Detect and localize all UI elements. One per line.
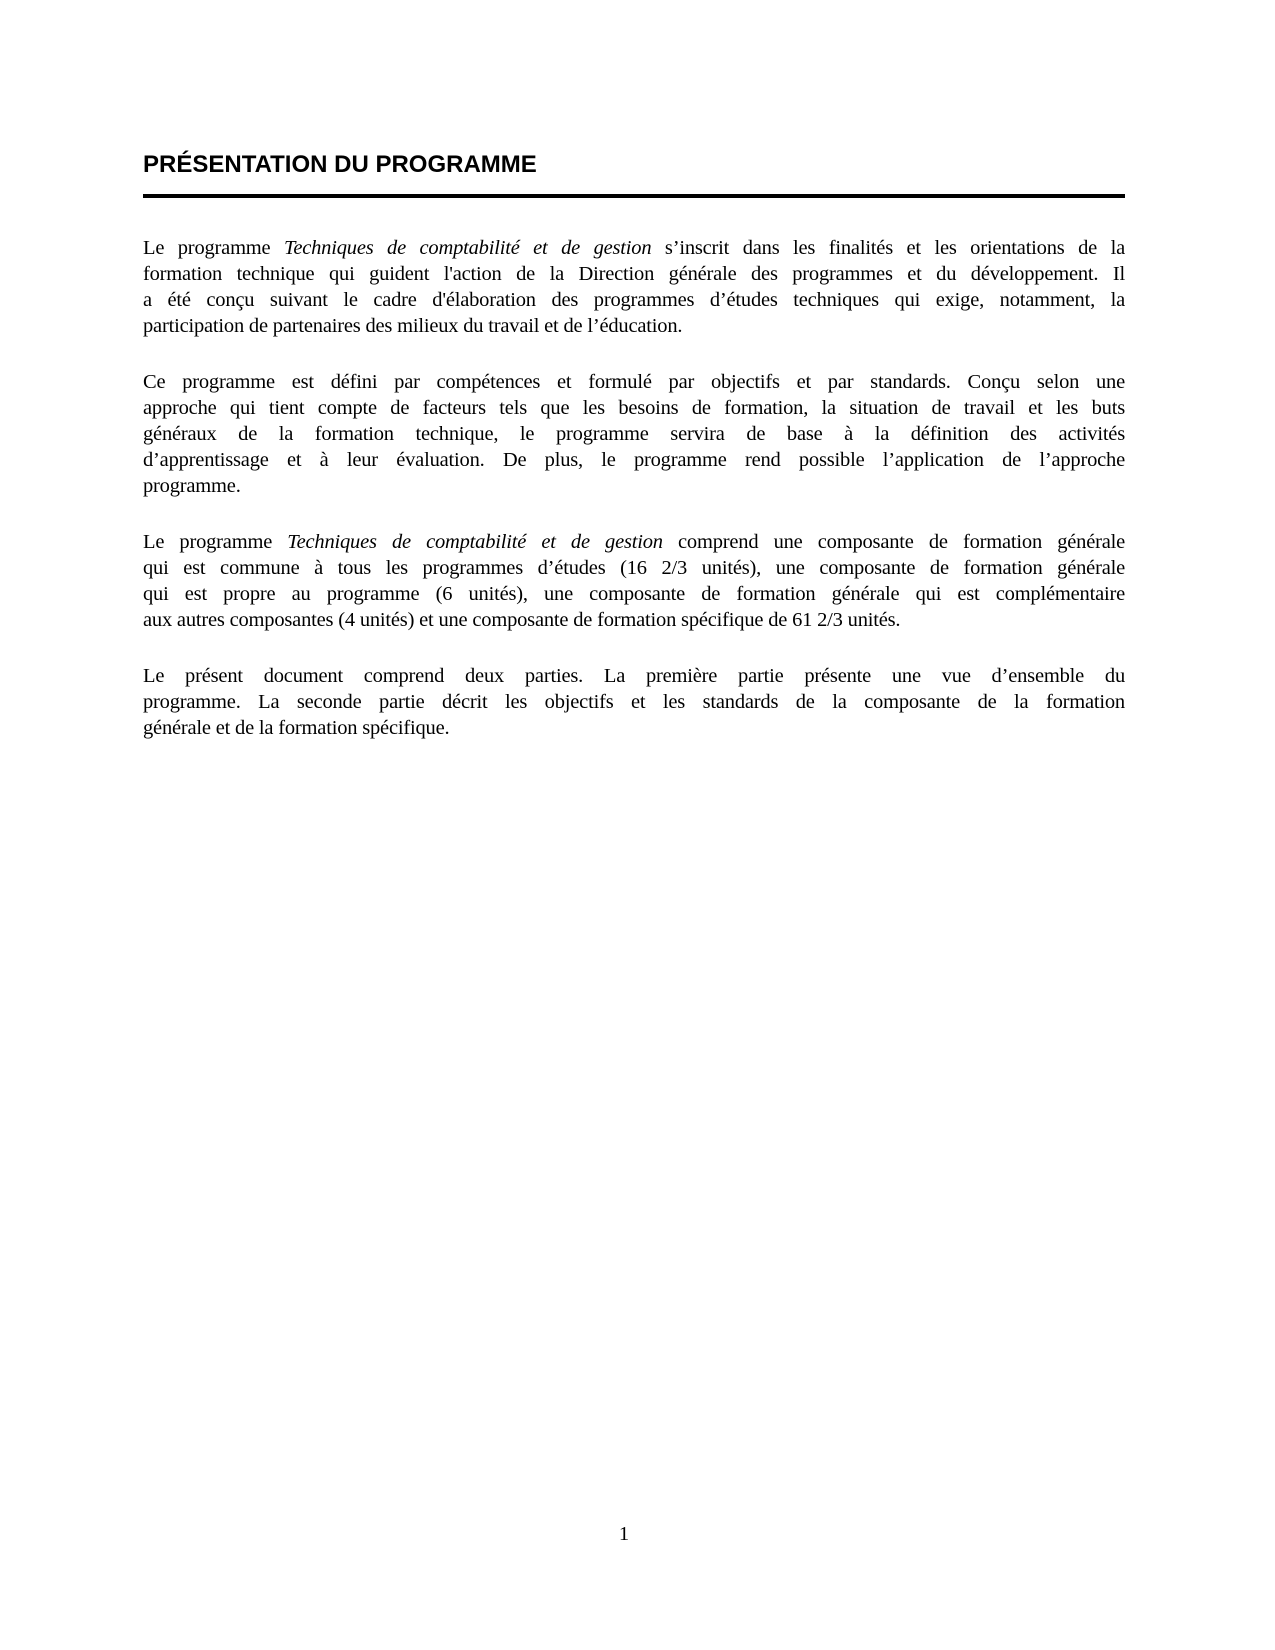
text-segment: Le programme — [143, 531, 288, 553]
text-line — [143, 421, 1125, 447]
text-segment: programme. — [143, 475, 241, 497]
text-line — [143, 369, 1125, 395]
text-line — [143, 689, 1125, 715]
text-line — [143, 473, 1125, 499]
page-number: 1 — [618, 1523, 630, 1545]
text-line — [143, 395, 1125, 421]
text-segment: qui est propre au programme (6 unités), une composante de formation générale qui est complémentaire — [143, 583, 1125, 605]
text-line — [143, 607, 1125, 633]
text-segment: d’apprentissage et à leur évaluation. De plus, le programme rend possible l’application de l’approche — [143, 449, 1125, 471]
paragraph — [143, 663, 1125, 741]
text-segment: Le présent document comprend deux parties. La première partie présente une vue d’ensemble du — [143, 665, 1125, 687]
text-segment: programme. La seconde partie décrit les objectifs et les standards de la composante de la formation — [143, 691, 1125, 713]
text-segment: Le programme — [143, 237, 284, 259]
text-segment: générale et de la formation spécifique. — [143, 717, 450, 739]
text-segment: généraux de la formation technique, le programme servira de base à la définition des activités — [143, 423, 1125, 445]
title-underline — [143, 194, 1125, 198]
page-content — [143, 0, 1125, 741]
text-line — [143, 663, 1125, 689]
text-line — [143, 287, 1125, 313]
text-line — [143, 529, 1125, 555]
text-line — [143, 447, 1125, 473]
paragraph — [143, 529, 1125, 633]
paragraph — [143, 235, 1125, 339]
document-body — [143, 235, 1125, 741]
text-line — [143, 715, 1125, 741]
text-line — [143, 555, 1125, 581]
text-segment: a été conçu suivant le cadre d'élaboration des programmes d’études techniques qui exige, notamment, la — [143, 289, 1125, 311]
text-segment: s’inscrit dans les finalités et les orientations de la — [651, 237, 1125, 259]
text-segment: participation de partenaires des milieux du travail et de l’éducation. — [143, 315, 683, 337]
text-segment: formation technique qui guident l'action de la Direction générale des programmes et du développement. Il — [143, 263, 1125, 285]
text-segment: approche qui tient compte de facteurs tels que les besoins de formation, la situation de travail et les buts — [143, 397, 1125, 419]
text-line — [143, 261, 1125, 287]
page-title: PRÉSENTATION DU PROGRAMME — [143, 151, 537, 178]
program-name-italic: Techniques de comptabilité et de gestion — [287, 531, 663, 553]
text-segment: comprend une composante de formation générale — [662, 531, 1126, 553]
text-line — [143, 313, 1125, 339]
text-line — [143, 581, 1125, 607]
text-segment: qui est commune à tous les programmes d’études (16 2/3 unités), une composante de formation générale — [143, 557, 1125, 579]
text-segment: aux autres composantes (4 unités) et une composante de formation spécifique de 61 2/3 unités. — [143, 609, 901, 631]
paragraph — [143, 369, 1125, 499]
text-line — [143, 235, 1125, 261]
text-segment: Ce programme est défini par compétences et formulé par objectifs et par standards. Conçu selon une — [143, 371, 1125, 393]
program-name-italic: Techniques de comptabilité et de gestion — [284, 237, 652, 259]
